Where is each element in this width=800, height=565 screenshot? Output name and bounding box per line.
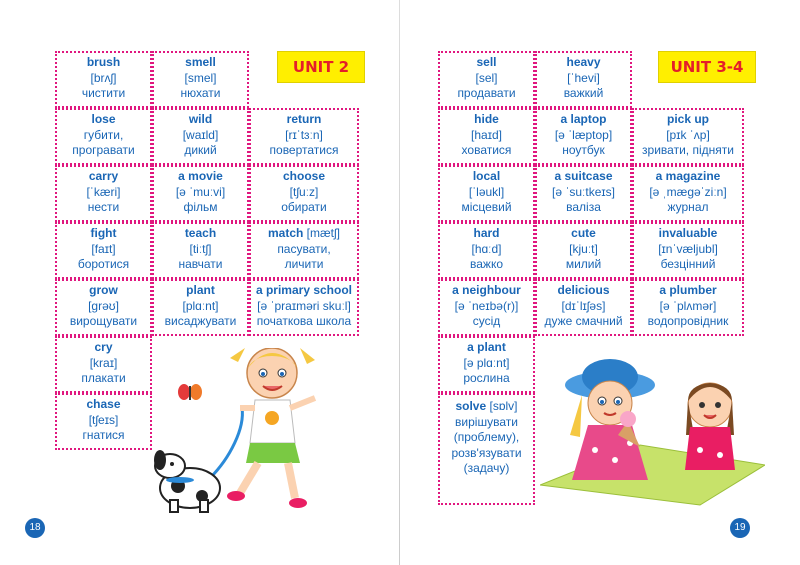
word: lose: [91, 112, 116, 126]
transcription: [sɒlv]: [489, 399, 518, 413]
word: hard: [473, 226, 500, 240]
word: wild: [188, 112, 213, 126]
word-card-a-magazine: [632, 165, 744, 222]
word-card-wild: [152, 108, 249, 165]
transcription: [rɪˈtɜːn]: [285, 127, 323, 142]
transcription: [ə ˈplʌmər]: [659, 298, 717, 313]
girl-with-dog-illustration: [150, 348, 360, 518]
transcription: [ˈləukl]: [468, 184, 505, 199]
transcription: [mætʃ]: [306, 226, 341, 240]
word: teach: [184, 226, 217, 240]
word-card-cry: [55, 336, 152, 393]
word-card-a-plant: [438, 336, 535, 393]
page-number: 19: [730, 518, 750, 538]
translation: зривати, підняти: [642, 143, 734, 157]
translation: висаджувати: [164, 314, 237, 328]
little-girl-icon: [685, 383, 735, 470]
transcription: [ˈkæri]: [86, 184, 121, 199]
word-card-cute: [535, 222, 632, 279]
word-card-hide: [438, 108, 535, 165]
transcription: [kraɪ]: [89, 355, 118, 370]
word: heavy: [566, 55, 601, 69]
transcription: [pɪk ˈʌp]: [666, 127, 710, 142]
transcription: [ə ˈmuːvi]: [175, 184, 226, 199]
word-card-grow: [55, 279, 152, 336]
word-card-a-movie: [152, 165, 249, 222]
translation: дикий: [184, 143, 217, 157]
word-card-local: [438, 165, 535, 222]
word: delicious: [557, 283, 610, 297]
word: invaluable: [658, 226, 718, 240]
transcription: [ə ˈneɪbə(r)]: [454, 298, 519, 313]
translation: сусід: [472, 314, 501, 328]
word-card-choose: [249, 165, 359, 222]
word: solve: [455, 399, 487, 413]
unit-label: UNIT 2: [277, 51, 365, 83]
word: fight: [90, 226, 117, 240]
word-card-invaluable: [632, 222, 744, 279]
word-card-pick-up: [632, 108, 744, 165]
transcription: [dɪˈlɪʃəs]: [561, 298, 606, 313]
translation: дуже смачний: [544, 314, 623, 328]
transcription: [ə ˈlæptop]: [554, 127, 613, 142]
translation: рослина: [463, 371, 510, 385]
girl-in-hat-icon: [565, 359, 655, 480]
transcription: [hɑːd]: [471, 241, 502, 256]
word: pick up: [666, 112, 709, 126]
transcription: [plɑːnt]: [182, 298, 219, 313]
transcription: [tʃuːz]: [289, 184, 319, 199]
translation: милий: [565, 257, 602, 271]
word-card-delicious: [535, 279, 632, 336]
word: a laptop: [560, 112, 607, 126]
word: smell: [185, 55, 216, 69]
word: a movie: [178, 169, 223, 183]
translation: гнатися: [82, 428, 125, 442]
word: a neighbour: [452, 283, 521, 297]
butterfly-icon: [178, 384, 202, 400]
word-card-a-primary-school: [249, 279, 359, 336]
translation: фільм: [183, 200, 218, 214]
translation: боротися: [77, 257, 130, 271]
word-card-carry: [55, 165, 152, 222]
translation: пасувати,: [277, 241, 331, 256]
word: plant: [186, 283, 215, 297]
translation: нюхати: [180, 86, 221, 100]
word-card-a-neighbour: [438, 279, 535, 336]
word-card-teach: [152, 222, 249, 279]
word-card-hard: [438, 222, 535, 279]
translation: губити,: [83, 127, 124, 142]
word: brush: [86, 55, 121, 69]
translation: нести: [87, 200, 120, 214]
translation: програвати: [72, 143, 135, 157]
transcription: [faɪt]: [91, 241, 116, 256]
translation: продавати: [457, 86, 516, 100]
word: local: [472, 169, 501, 183]
transcription: [tʃeɪs]: [88, 412, 119, 427]
transcription: [grəʊ]: [88, 298, 119, 313]
translation: личити: [284, 257, 324, 271]
transcription: [smel]: [184, 70, 217, 85]
girls-picnic-illustration: [540, 355, 765, 515]
word-card-plant: [152, 279, 249, 336]
translation: обирати: [281, 200, 327, 214]
word: hide: [474, 112, 499, 126]
word-card-brush: [55, 51, 152, 108]
transcription: [ə ˌmægəˈziːn]: [649, 184, 727, 199]
transcription: [kjuːt]: [569, 241, 598, 256]
translation: (проблему),: [453, 430, 520, 444]
word: chase: [86, 397, 121, 411]
translation: плакати: [81, 371, 126, 385]
dog-icon: [154, 450, 220, 512]
translation: вирощувати: [69, 314, 138, 328]
page-number: 18: [25, 518, 45, 538]
right-page: [400, 0, 800, 565]
translation: ноутбук: [562, 143, 605, 157]
translation: початкова школа: [256, 314, 352, 328]
word-card-heavy: [535, 51, 632, 108]
word-card-solve: [438, 393, 535, 505]
word-card-a-plumber: [632, 279, 744, 336]
transcription: [sel]: [475, 70, 498, 85]
word: a suitcase: [554, 169, 613, 183]
translation: чистити: [81, 86, 126, 100]
translation: водопровідник: [647, 314, 729, 328]
transcription: [waɪld]: [182, 127, 219, 142]
word-card-smell: [152, 51, 249, 108]
transcription: [tiːtʃ]: [189, 241, 212, 256]
word: grow: [89, 283, 118, 297]
translation: навчати: [178, 257, 223, 271]
translation: журнал: [667, 200, 709, 214]
word: a magazine: [655, 169, 721, 183]
transcription: [ə plɑːnt]: [463, 355, 510, 370]
transcription: [haɪd]: [471, 127, 502, 142]
translation: місцевий: [461, 200, 512, 214]
word-card-sell: [438, 51, 535, 108]
translation: важко: [470, 257, 503, 271]
transcription: [ˈhevi]: [567, 70, 600, 85]
transcription: [brʌʃ]: [90, 70, 117, 85]
word: a primary school: [255, 283, 353, 297]
word-card-fight: [55, 222, 152, 279]
word: sell: [476, 55, 497, 69]
translation: ховатися: [461, 143, 512, 157]
word: return: [286, 112, 322, 126]
translation: повертатися: [269, 143, 339, 157]
word: carry: [88, 169, 119, 183]
unit-label: UNIT 3-4: [658, 51, 756, 83]
transcription: [ə ˈpraɪməri skuːl]: [257, 298, 351, 313]
translation: важкий: [563, 86, 604, 100]
word-card-lose: [55, 108, 152, 165]
word: cute: [571, 226, 596, 240]
translation: розв'язувати: [451, 445, 522, 460]
word-card-a-suitcase: [535, 165, 632, 222]
transcription: [ɪnˈvæljubl]: [658, 241, 718, 256]
word-card-return: [249, 108, 359, 165]
transcription: [ə ˈsuːtkeɪs]: [552, 184, 615, 199]
word: a plumber: [659, 283, 717, 297]
translation: валіза: [566, 200, 601, 214]
word-card-a-laptop: [535, 108, 632, 165]
word: cry: [94, 340, 113, 354]
translation: безцінний: [660, 257, 716, 271]
word: choose: [282, 169, 325, 183]
word: a plant: [467, 340, 506, 354]
word-card-match: [249, 222, 359, 279]
translation: (задачу): [463, 461, 510, 475]
translation: вирішувати: [455, 414, 518, 429]
word: match: [267, 226, 304, 240]
word-card-chase: [55, 393, 152, 450]
